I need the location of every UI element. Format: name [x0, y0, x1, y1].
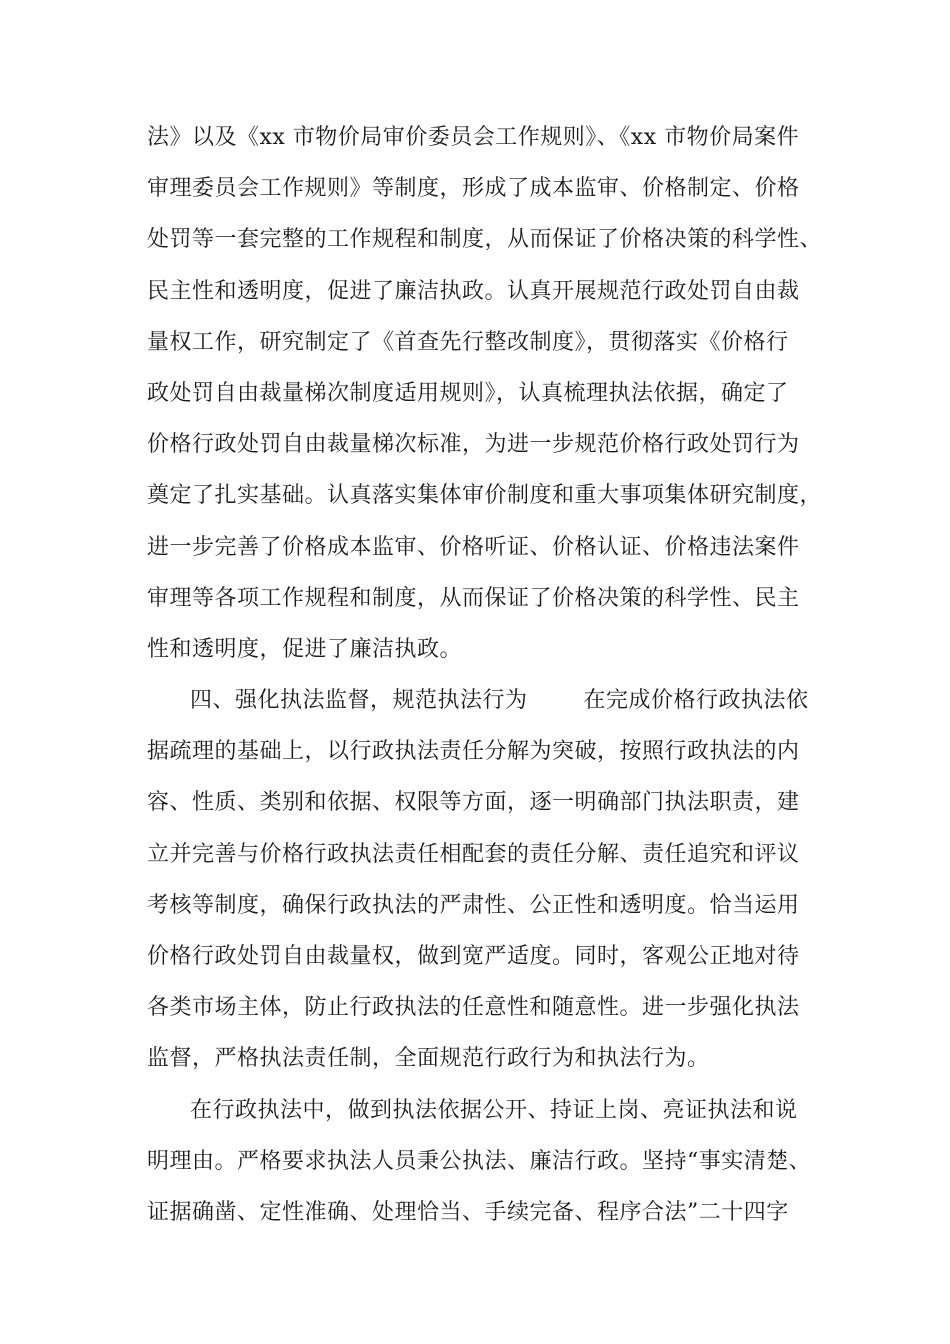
text-line: 政处罚自由裁量梯次制度适用规则》，认真梳理执法依据，确定了 — [147, 380, 789, 406]
text-line: 在行政执法中，做到执法依据公开、持证上岗、亮证执法和说 — [190, 1097, 798, 1123]
paragraph-1 — [147, 118, 847, 681]
text-line: 明理由。严格要求执法人员秉公执法、廉洁行政。坚持“事实清楚、 — [147, 1148, 812, 1174]
section-heading-line — [147, 681, 847, 732]
text-line: 监督，严格执法责任制，全面规范行政行为和执法行为。 — [147, 1046, 710, 1072]
text-line: 价格行政处罚自由裁量梯次标准，为进一步规范价格行政处罚行为 — [147, 432, 800, 458]
paragraph-3 — [147, 1091, 847, 1245]
text-line: 法》以及《xx 市物价局审价委员会工作规则》、《xx 市物价局案件 — [147, 125, 800, 150]
text-line: 量权工作，研究制定了《首查先行整改制度》，贯彻落实《价格行 — [147, 329, 789, 355]
text-line: 性和透明度，促进了廉洁执政。 — [147, 636, 463, 662]
text-line: 容、性质、类别和依据、权限等方面，逐一明确部门执法职责，建 — [147, 790, 800, 816]
section-heading: 四、强化执法监督，规范执法行为 — [190, 688, 528, 714]
text-line: 审理委员会工作规则》等制度，形成了成本监审、价格制定、价格 — [147, 176, 800, 202]
text-line: 证据确凿、定性准确、处理恰当、手续完备、程序合法”二十四字 — [147, 1199, 789, 1225]
text-line: 考核等制度，确保行政执法的严肃性、公正性和透明度。恰当运用 — [147, 892, 800, 918]
document-body — [147, 118, 847, 1244]
text-line: 审理等各项工作规程和制度，从而保证了价格决策的科学性、民主 — [147, 585, 800, 611]
text-line: 立并完善与价格行政执法责任相配套的责任分解、责任追究和评议 — [147, 841, 800, 867]
text-line: 进一步完善了价格成本监审、价格听证、价格认证、价格违法案件 — [147, 534, 800, 560]
paragraph-2-opening: 在完成价格行政执法依 — [583, 688, 809, 714]
text-line: 据疏理的基础上，以行政执法责任分解为突破，按照行政执法的内 — [147, 739, 800, 765]
text-line: 民主性和透明度，促进了廉洁执政。认真开展规范行政处罚自由裁 — [147, 278, 800, 304]
text-line: 各类市场主体，防止行政执法的任意性和随意性。进一步强化执法 — [147, 995, 800, 1021]
paragraph-2 — [147, 681, 847, 1091]
text-line: 奠定了扎实基础。认真落实集体审价制度和重大事项集体研究制度， — [147, 483, 823, 509]
text-line: 处罚等一套完整的工作规程和制度，从而保证了价格决策的科学性、 — [147, 227, 823, 253]
text-line: 价格行政处罚自由裁量权，做到宽严适度。同时，客观公正地对待 — [147, 944, 800, 969]
